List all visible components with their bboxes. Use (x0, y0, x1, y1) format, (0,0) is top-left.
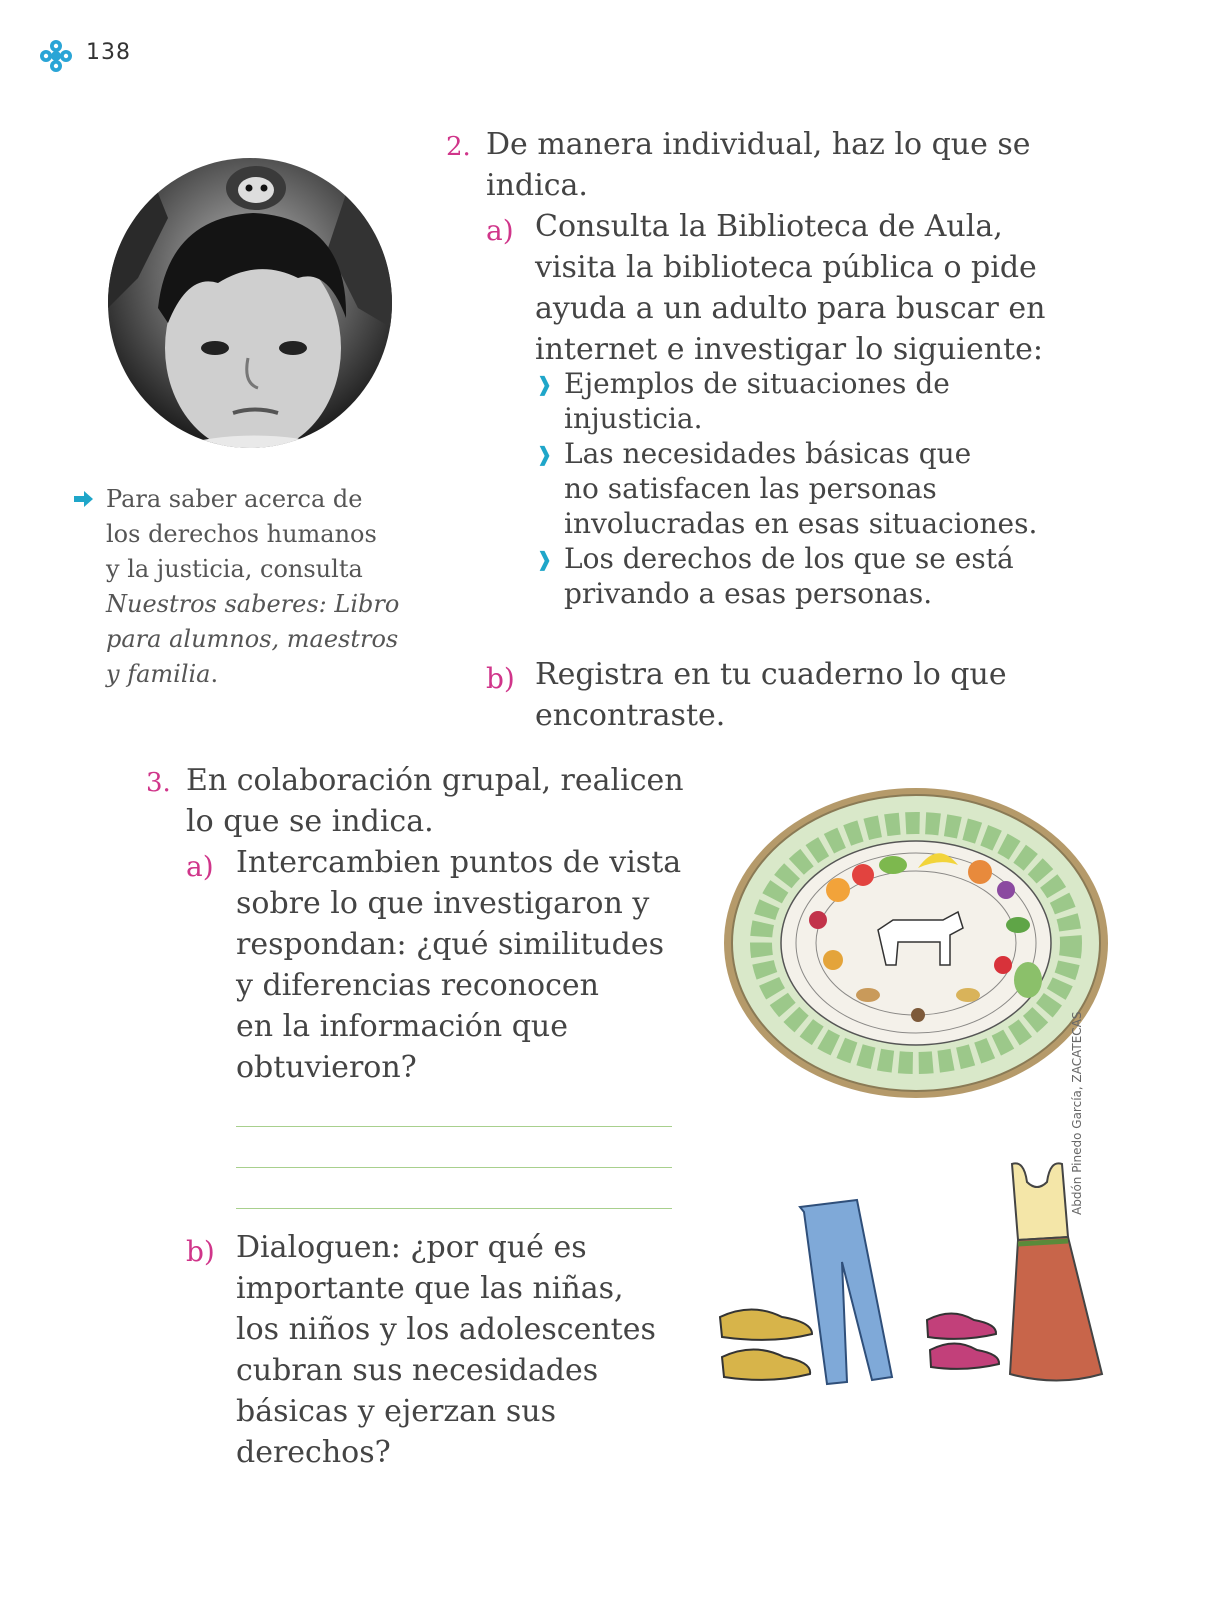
chevron-bullet-icon: ❱ (536, 547, 553, 571)
text-line: los niños y los adolescentes (236, 1312, 656, 1347)
child-photo (108, 158, 392, 448)
text-line: derechos? (236, 1435, 391, 1470)
q3b-letter: b) (186, 1235, 215, 1268)
text-line: De manera individual, haz lo que se (486, 127, 1031, 162)
text-line: visita la biblioteca pública o pide (535, 250, 1037, 285)
question-2-text (486, 124, 1086, 206)
text-line: En colaboración grupal, realicen (186, 763, 684, 798)
bullet-item (564, 541, 1084, 611)
text-line: Dialoguen: ¿por qué es (236, 1230, 587, 1265)
book-title-line: Nuestros saberes: Libro (106, 590, 400, 618)
note-end: . (210, 660, 219, 688)
book-title-line: para alumnos, maestros (106, 625, 399, 653)
text-line: obtuvieron? (236, 1050, 417, 1085)
text-line: privando a esas personas. (564, 577, 933, 610)
text-line: internet e investigar lo siguiente: (535, 332, 1043, 367)
answer-line[interactable] (236, 1208, 672, 1209)
sidebar-note (74, 482, 414, 692)
food-plate-illustration (718, 780, 1118, 1105)
text-line: Intercambien puntos de vista (236, 845, 682, 880)
q3b-text (236, 1227, 706, 1473)
question-2-number: 2. (446, 132, 471, 162)
illustration-credit: Abdón Pinedo García, ZACATECAS (1070, 1011, 1084, 1215)
q2a-text (535, 206, 1095, 370)
text-line: Registra en tu cuaderno lo que (535, 657, 1007, 692)
flower-logo-icon (38, 38, 74, 74)
text-line: Ejemplos de situaciones de (564, 367, 950, 400)
q2b-letter: b) (486, 662, 515, 695)
text-line: involucradas en esas situaciones. (564, 507, 1038, 540)
q2b-text (535, 654, 1095, 736)
text-line: importante que las niñas, (236, 1271, 624, 1306)
text-line: encontraste. (535, 698, 726, 733)
bullet-item (564, 366, 1084, 436)
chevron-bullet-icon: ❱ (536, 442, 553, 466)
answer-line[interactable] (236, 1126, 672, 1127)
text-line: lo que se indica. (186, 804, 434, 839)
text-line: y diferencias reconocen (236, 968, 599, 1003)
chevron-bullet-icon: ❱ (536, 372, 553, 396)
bullet-item (564, 436, 1084, 541)
text-line: cubran sus necesidades (236, 1353, 599, 1388)
text-line: Las necesidades básicas que (564, 437, 972, 470)
text-line: Los derechos de los que se está (564, 542, 1014, 575)
q3a-letter: a) (186, 850, 214, 883)
text-line: respondan: ¿qué similitudes (236, 927, 664, 962)
question-3-text (186, 760, 706, 842)
text-line: injusticia. (564, 402, 703, 435)
text-line: ayuda a un adulto para buscar en (535, 291, 1046, 326)
text-line: en la información que (236, 1009, 568, 1044)
text-line: Consulta la Biblioteca de Aula, (535, 209, 1003, 244)
question-3-number: 3. (146, 768, 171, 798)
text-line: no satisfacen las personas (564, 472, 937, 505)
clothes-shoes-illustration (712, 1152, 1122, 1402)
note-line: Para saber acerca de (106, 485, 363, 513)
text-line: básicas y ejerzan sus (236, 1394, 556, 1429)
text-line: indica. (486, 168, 588, 203)
q3a-text (236, 842, 706, 1088)
arrow-right-icon (74, 490, 94, 508)
book-title-line: y familia (106, 660, 211, 688)
page-number: 138 (86, 40, 131, 65)
note-line: los derechos humanos (106, 520, 377, 548)
answer-line[interactable] (236, 1167, 672, 1168)
q2a-letter: a) (486, 214, 514, 247)
note-line: y la justicia, consulta (106, 555, 363, 583)
text-line: sobre lo que investigaron y (236, 886, 650, 921)
